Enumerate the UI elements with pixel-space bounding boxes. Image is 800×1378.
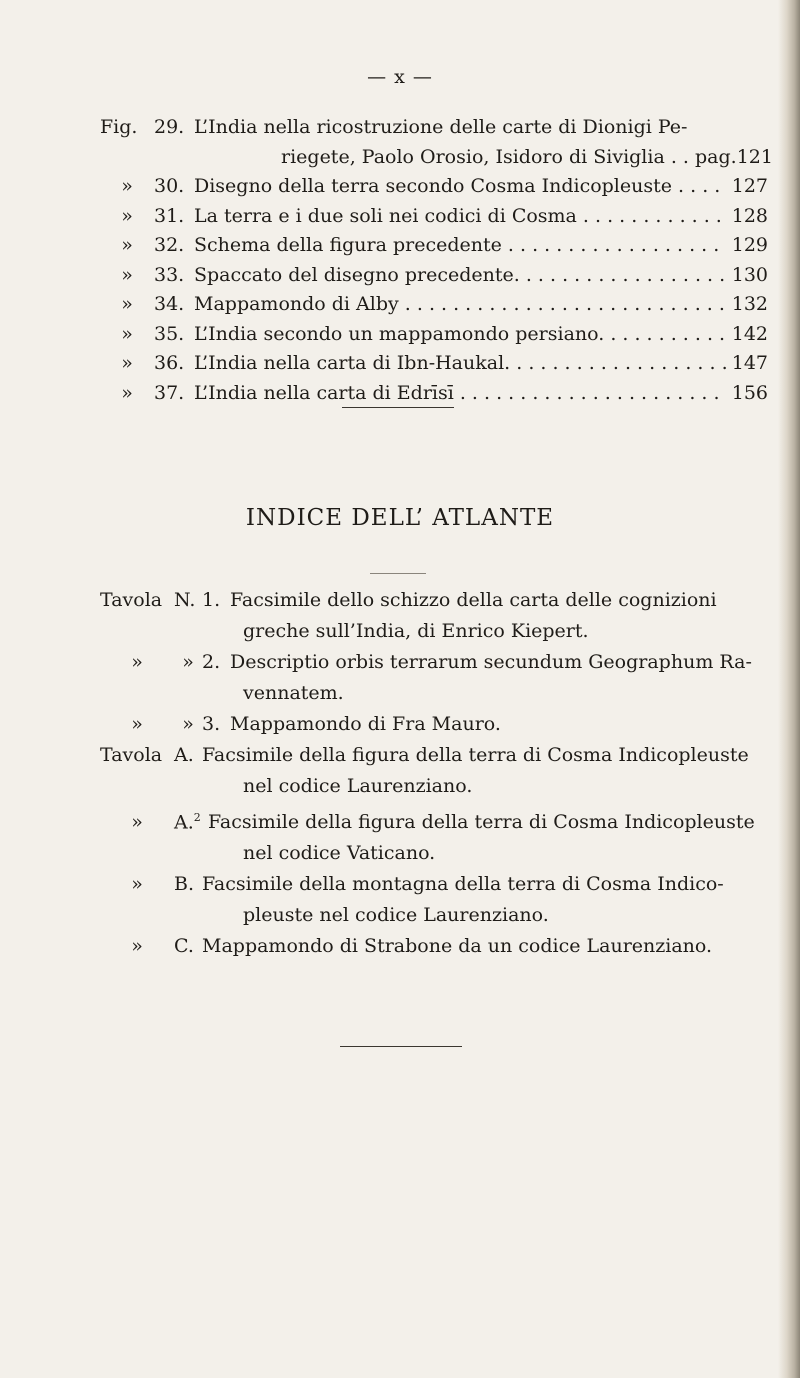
ditto-mark: »: [131, 935, 143, 958]
plate-description-line: Facsimile dello schizzo della carta delle cognizioni: [230, 589, 717, 611]
plate-label: Tavola: [100, 589, 163, 611]
figure-title: La terra e i due soli nei codici di Cosma . . .: [194, 202, 726, 232]
ditto-mark: »: [121, 175, 133, 197]
figure-title: L’India nella carta di Edrīsī . . .: [194, 379, 726, 409]
plate-label: Tavola: [100, 744, 163, 766]
figure-entry: [100, 172, 768, 202]
plate-description-line: Mappamondo di Fra Mauro.: [230, 713, 501, 735]
plate-description-line: vennatem.: [243, 682, 344, 704]
plate-description-line: nel codice Laurenziano.: [243, 775, 473, 797]
figure-number: 34.: [154, 293, 185, 315]
atlas-index-title: INDICE DELL’ ATLANTE: [245, 505, 555, 531]
figure-entry: [100, 320, 768, 350]
figure-number: 35.: [154, 322, 185, 345]
figure-number: 33.: [154, 263, 185, 286]
figure-title: L’India nella carta di Ibn-Haukal. . . .: [194, 349, 726, 379]
section-divider: [342, 407, 454, 408]
figure-title-line: L’India nella ricostruzione delle carte di Dionigi Pe-: [194, 116, 688, 138]
atlas-index-list: [100, 585, 768, 962]
atlas-entry: [100, 740, 768, 771]
plate-superscript: 2: [193, 811, 201, 824]
figure-entry: [100, 290, 768, 320]
figure-entry: [100, 379, 768, 409]
figure-page: 121: [736, 145, 773, 168]
figure-number: 31.: [154, 204, 185, 227]
figure-entry: [100, 349, 768, 379]
end-divider: [340, 1046, 462, 1047]
atlas-entry: [100, 647, 768, 678]
plate-series: C.: [174, 935, 194, 958]
figure-page: 156: [731, 381, 768, 404]
page-edge: [778, 0, 800, 1378]
figure-page: 142: [731, 322, 768, 345]
ditto-mark: »: [121, 204, 133, 227]
plate-series: [174, 802, 202, 838]
plate-description-line: Facsimile della figura della terra di Cosma Indicopleuste: [202, 744, 749, 766]
plate-description-line: Facsimile della montagna della terra di Cosma Indico-: [202, 873, 724, 896]
ditto-mark: »: [131, 811, 143, 834]
figure-title: Schema della figura precedente . . .: [194, 231, 726, 261]
ditto-mark: »: [131, 713, 143, 735]
plate-description-line: nel codice Vaticano.: [243, 842, 436, 865]
figure-title: Disegno della terra secondo Cosma Indicopleuste . . . .: [194, 172, 726, 202]
figure-list: [100, 113, 773, 408]
figure-title-line: riegete, Paolo Orosio, Isidoro di Siviglia . . pag.: [281, 145, 737, 168]
figure-entry-continuation: [100, 143, 773, 173]
plate-number: 3.: [202, 713, 221, 735]
ditto-mark: »: [121, 263, 133, 286]
atlas-entry: [100, 869, 768, 900]
atlas-entry: [100, 709, 768, 740]
ditto-mark: »: [131, 651, 143, 673]
ditto-mark: »: [121, 322, 133, 345]
figure-number: 29.: [154, 116, 185, 138]
ditto-mark: »: [131, 873, 143, 896]
ditto-mark: »: [121, 234, 133, 256]
figure-entry: [100, 113, 768, 143]
figure-number: 32.: [154, 234, 185, 256]
figure-entry: [100, 202, 768, 232]
plate-series: B.: [174, 873, 195, 896]
plate-description-line: Facsimile della figura della terra di Cosma Indicopleuste: [208, 811, 755, 834]
plate-description-line: Descriptio orbis terrarum secundum Geographum Ra-: [230, 651, 752, 673]
figure-title: Spaccato del disegno precedente. . . .: [194, 261, 726, 291]
ditto-mark: »: [121, 352, 133, 374]
figure-page: 127: [731, 175, 768, 197]
figure-number: 36.: [154, 352, 185, 374]
figure-number: 37.: [154, 381, 185, 404]
figure-entry: [100, 261, 768, 291]
figure-page: 130: [731, 263, 768, 286]
plate-series: A.: [174, 744, 194, 766]
plate-description-line: pleuste nel codice Laurenziano.: [243, 904, 549, 927]
atlas-entry: [100, 585, 768, 616]
plate-series: N.: [174, 589, 196, 611]
atlas-entry: [100, 931, 768, 962]
page-number: — x —: [367, 66, 433, 88]
ditto-mark: »: [182, 713, 194, 735]
figure-number: 30.: [154, 175, 185, 197]
figure-page: 128: [731, 204, 768, 227]
plate-description-line: greche sull’India, di Enrico Kiepert.: [243, 620, 589, 642]
ditto-mark: »: [121, 293, 133, 315]
ditto-mark: »: [121, 381, 133, 404]
figure-title: L’India secondo un mappamondo persiano. . . .: [194, 320, 726, 350]
plate-number: 2.: [202, 651, 221, 673]
plate-number: 1.: [202, 589, 221, 611]
figure-page: 129: [731, 234, 768, 256]
atlas-entry: [100, 802, 768, 838]
title-divider: [370, 573, 426, 574]
figure-entry: [100, 231, 768, 261]
plate-description-line: Mappamondo di Strabone da un codice Laurenziano.: [202, 935, 713, 958]
figure-page: 147: [731, 352, 768, 374]
ditto-mark: »: [182, 651, 194, 673]
figure-page: 132: [731, 293, 768, 315]
plate-series-letter: A.: [174, 811, 194, 834]
figure-label: Fig.: [100, 116, 138, 138]
figure-title: Mappamondo di Alby . . .: [194, 290, 726, 320]
